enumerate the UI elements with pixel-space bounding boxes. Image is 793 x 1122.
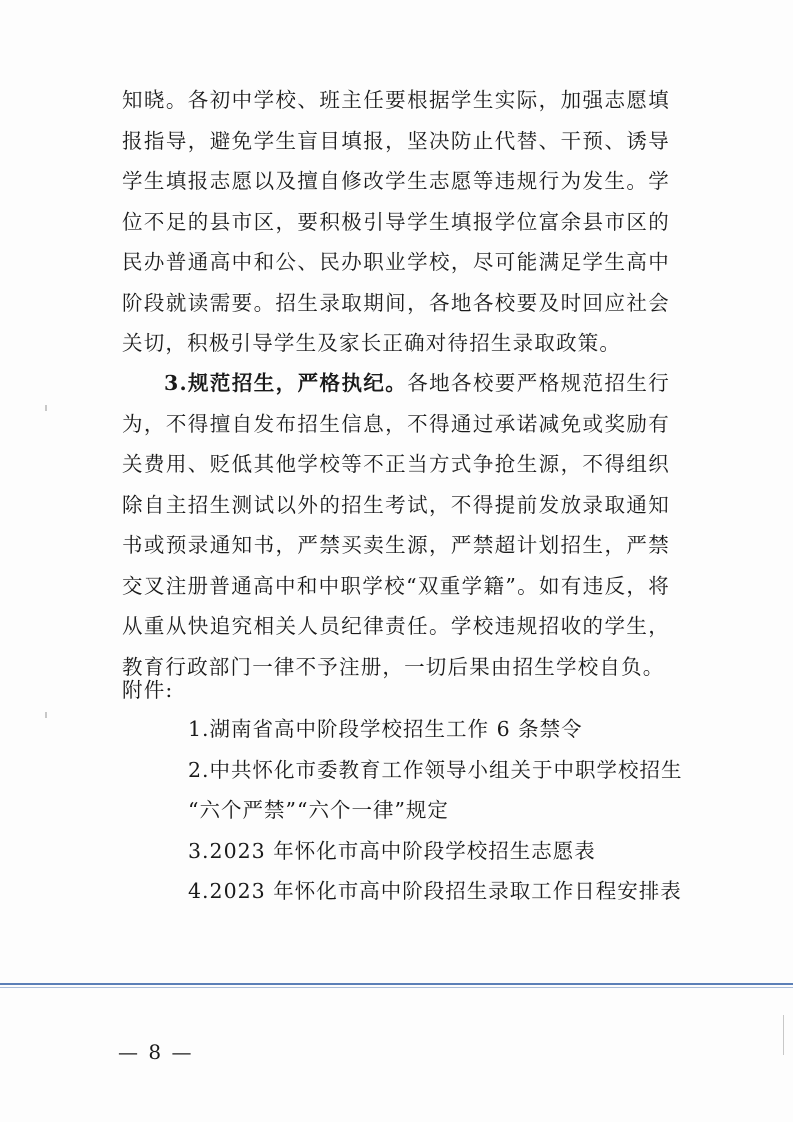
attachments-list <box>188 709 688 912</box>
attachment-item-3: 3.2023 年怀化市高中阶段学校招生志愿表 <box>188 838 596 863</box>
footer-divider <box>0 983 793 985</box>
scan-margin-mark <box>783 1015 784 1055</box>
body-paragraph-2 <box>122 363 670 687</box>
attachment-item-4: 4.2023 年怀化市高中阶段招生录取工作日程安排表 <box>188 879 682 903</box>
paragraph-2-heading: 3.规范招生，严格执纪。 <box>164 371 408 395</box>
attachment-item-1: 1.湖南省高中阶段学校招生工作 6 条禁令 <box>188 717 583 741</box>
body-paragraph-1: 知晓。各初中学校、班主任要根据学生实际，加强志愿填报指导，避免学生盲目填报，坚决防止代替、干预、诱导学生填报志愿以及擅自修改学生志愿等违规行为发生。学位不足的县市区，要积极引导学生填报学位富余县市区的民办普通高中和公、民办职业学校，尽可能满足学生高中阶段就读需要。招生录取期间，各地各校要及时回应社会关切，积极引导学生及家长正确对待招生录取政策。 <box>122 88 670 355</box>
attachment-item-2: 2.中共怀化市委教育工作领导小组关于中职学校招生 <box>188 757 683 782</box>
scan-margin-mark <box>45 405 47 411</box>
footer-divider-thin <box>0 987 793 988</box>
paragraph-2-text: 各地各校要严格规范招生行为，不得擅自发布招生信息，不得通过承诺减免或奖励有关费用、贬低其他学校等不正当方式争抢生源，不得组织除自主招生测试以外的招生考试，不得提前发放录取通知书或预录通知书，严禁买卖生源，严禁超计划招生，严禁交叉注册普通高中和中职学校“双重学籍”。如有违反，将从重从快追究相关人员纪律责任。学校违规招收的学生，教育行政部门一律不予注册，一切后果由招生学校自负。 <box>122 371 670 679</box>
attachment-item-2-continued: “六个严禁”“六个一律”规定 <box>188 798 449 822</box>
attachments-title: 附件: <box>122 678 174 702</box>
scan-margin-mark <box>45 712 47 718</box>
page-number: — 8 — <box>118 1040 194 1064</box>
